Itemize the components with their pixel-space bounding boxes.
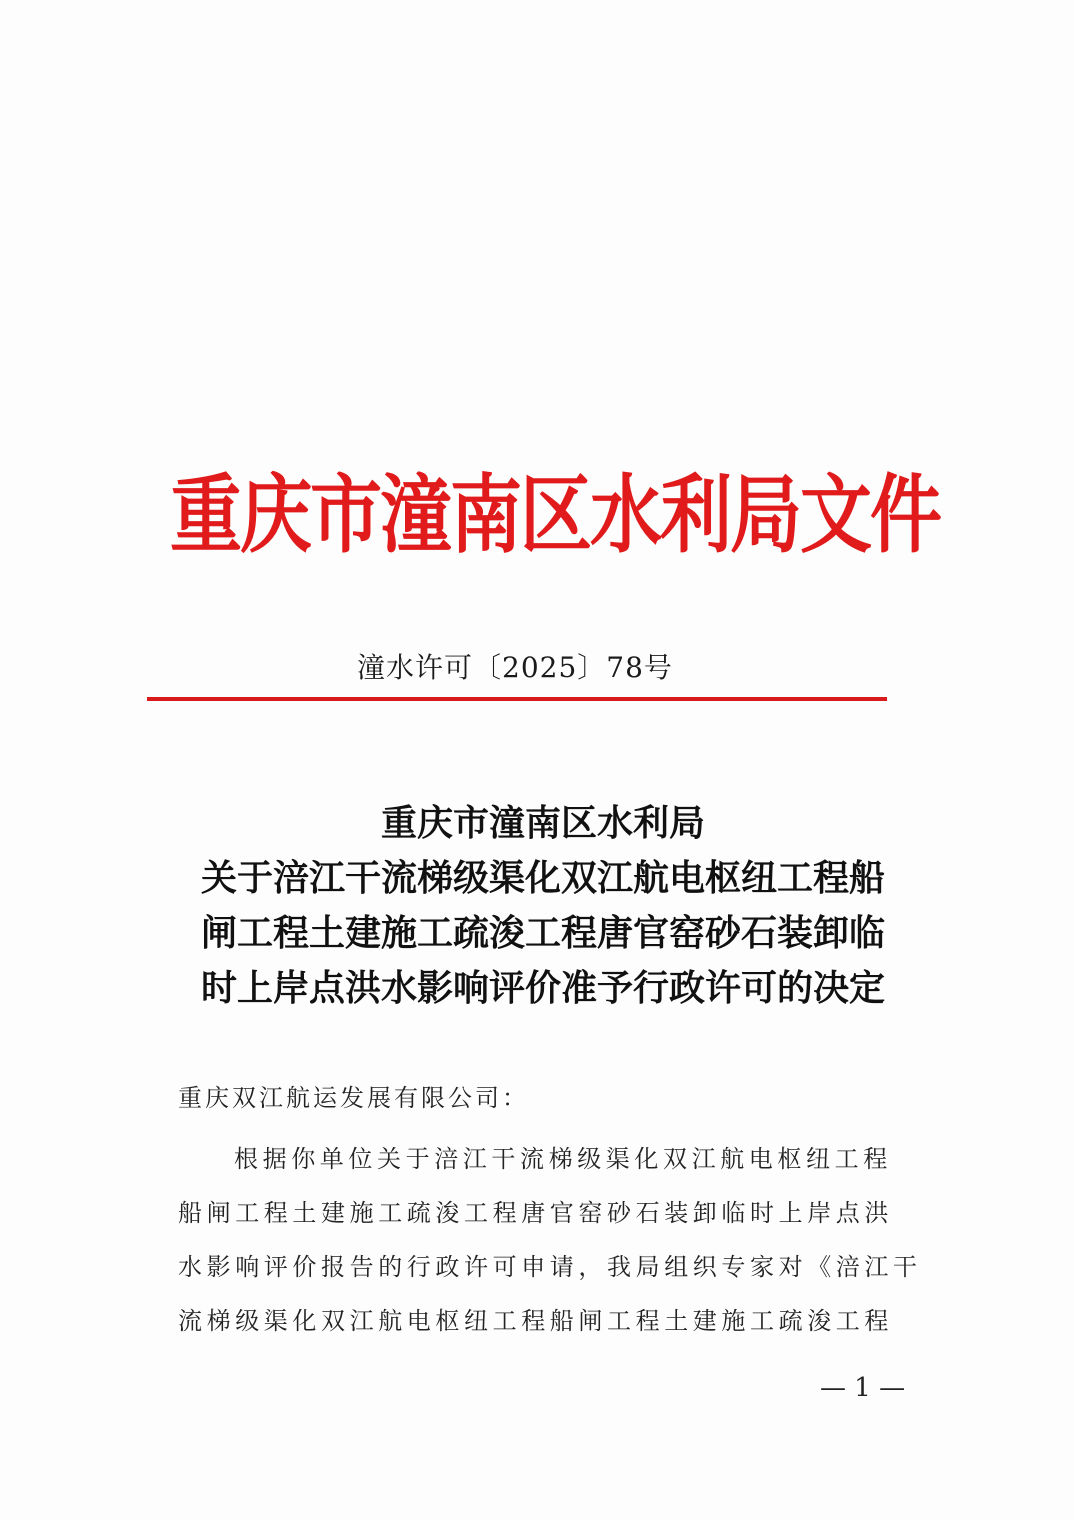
- document-title: [140, 796, 946, 1016]
- body-line-3: 水影响评价报告的行政许可申请，我局组织专家对《涪江干: [178, 1253, 922, 1281]
- title-line-1: 重庆市潼南区水利局: [380, 802, 705, 844]
- page-number: — 1 —: [820, 1373, 906, 1403]
- title-line-2: 关于涪江干流梯级渠化双江航电枢纽工程船: [200, 857, 885, 899]
- recipient-line: 重庆双江航运发展有限公司：: [178, 1084, 529, 1112]
- title-line-4: 时上岸点洪水影响评价准予行政许可的决定: [200, 967, 885, 1009]
- body-paragraph: [178, 1132, 922, 1348]
- body-line-2: 船闸工程土建施工疏浚工程唐官窑砂石装卸临时上岸点洪: [178, 1199, 893, 1227]
- letterhead-title: 重庆市潼南区水利局文件: [170, 465, 941, 565]
- document-number: 潼水许可〔2025〕78号: [357, 651, 673, 684]
- body-line-4: 流梯级渠化双江航电枢纽工程船闸工程土建施工疏浚工程: [178, 1307, 893, 1335]
- body-line-1: 根据你单位关于涪江干流梯级渠化双江航电枢纽工程: [234, 1145, 892, 1173]
- red-divider-line: [147, 697, 887, 701]
- title-line-3: 闸工程土建施工疏浚工程唐官窑砂石装卸临: [200, 912, 885, 954]
